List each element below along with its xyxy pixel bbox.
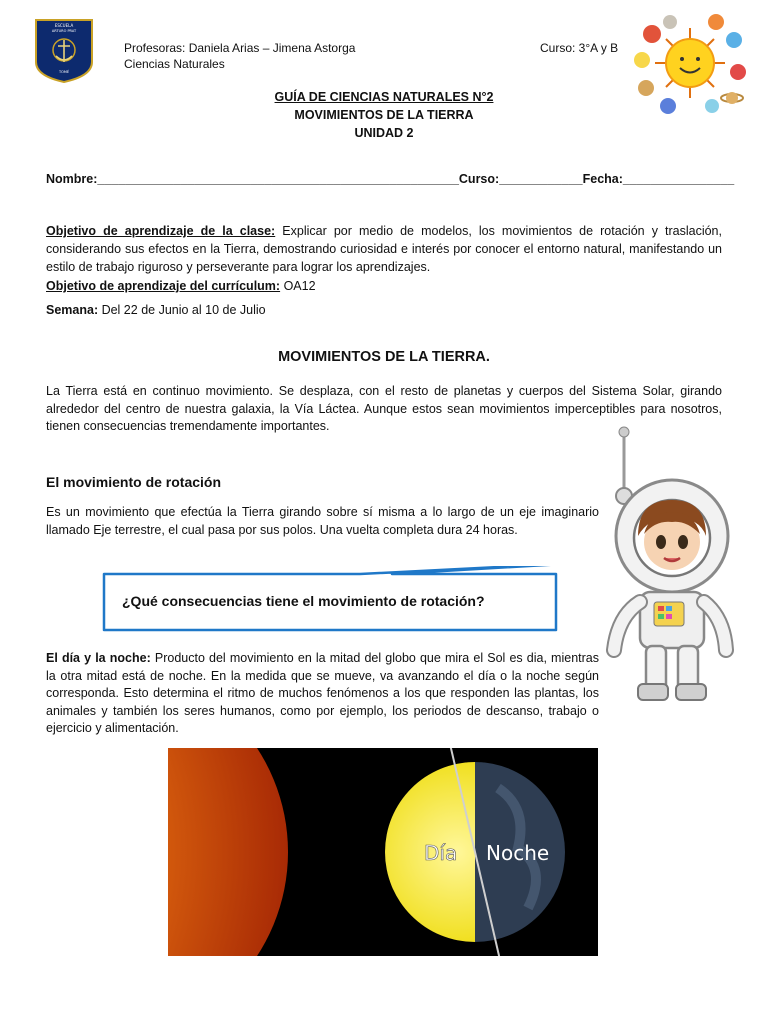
astronaut-illustration: [600, 426, 740, 706]
curriculum-objective-label: Objetivo de aprendizaje del currículum:: [46, 279, 281, 293]
teachers-line: Profesoras: Daniela Arias – Jimena Astorga: [124, 41, 356, 55]
class-objective-label: Objetivo de aprendizaje de la clase:: [46, 224, 276, 238]
curriculum-objective: [46, 279, 316, 293]
title-block: [0, 88, 768, 142]
logo-text-2: ARTURO PRAT: [51, 29, 77, 33]
day-night-paragraph: [46, 650, 599, 738]
day-night-text: Producto del movimiento en la mitad del globo que mira el Sol es dia, mientras la otra mitad está de noche. En la medida que se mueve, va avanzando el día o la noche según corresponda. Esto determina el ritmo de muchos fenómenos a los que responden las plantas, los animales y también los seres humanos, como por ejemplo, los periodos de descanso, trabajo o ejercicio y alimentación.: [46, 651, 599, 735]
day-label: Día: [424, 841, 458, 865]
name-label: Nombre:: [46, 172, 98, 186]
guide-subtitle: MOVIMIENTOS DE LA TIERRA: [294, 108, 474, 122]
student-form-line: [46, 172, 734, 186]
school-logo: [34, 18, 94, 84]
rotation-question: ¿Qué consecuencias tiene el movimiento de rotación?: [122, 593, 485, 609]
logo-text-3: TOMÉ: [58, 70, 70, 74]
course-label: Curso: 3°A y B: [540, 41, 619, 55]
day-night-image: [168, 748, 598, 956]
course-field-label: Curso:: [458, 172, 500, 186]
intro-paragraph: La Tierra está en continuo movimiento. Se desplaza, con el resto de planetas y cuerpos del Sistema Solar, girando alrededor del centro de nuestra galaxia, la Vía Láctea. Aunque estos sean movimientos imperceptibles para nosotros, tienen consecuencias tremendamente importantes.: [46, 384, 722, 433]
date-field: ________________: [622, 172, 735, 186]
rotation-heading: El movimiento de rotación: [46, 474, 222, 490]
section-title: MOVIMIENTOS DE LA TIERRA.: [278, 349, 490, 365]
date-label: Fecha:: [582, 172, 623, 186]
guide-title: GUÍA DE CIENCIAS NATURALES N°2: [274, 90, 494, 104]
week-text: Del 22 de Junio al 10 de Julio: [98, 303, 266, 317]
class-objective-text: Explicar por medio de modelos, los movimientos de rotación y traslación, considerando sus efectos en la Tierra, demostrando curiosidad e interés por conocer el entorno natural, manifestando un estilo de trabajo riguroso y perseverante para lograr los aprendizajes.: [46, 224, 722, 274]
week-label: Semana:: [46, 303, 99, 317]
course-field: ____________: [499, 172, 583, 186]
teacher-info: [124, 40, 355, 72]
class-objective: [46, 222, 722, 276]
curriculum-objective-text: OA12: [280, 279, 316, 293]
subject-line: Ciencias Naturales: [124, 57, 225, 71]
logo-text-1: ESCUELA: [54, 23, 74, 28]
unit-label: UNIDAD 2: [354, 126, 414, 140]
day-night-label: El día y la noche:: [46, 651, 151, 665]
night-label: Noche: [486, 841, 550, 865]
rotation-paragraph: Es un movimiento que efectúa la Tierra girando sobre sí misma a lo largo de un eje imaginario llamado Eje terrestre, el cual pasa por sus polos. Una vuelta completa dura 24 horas.: [46, 505, 599, 537]
name-field: ____________________________________________________: [97, 172, 459, 186]
week-line: [46, 303, 266, 317]
